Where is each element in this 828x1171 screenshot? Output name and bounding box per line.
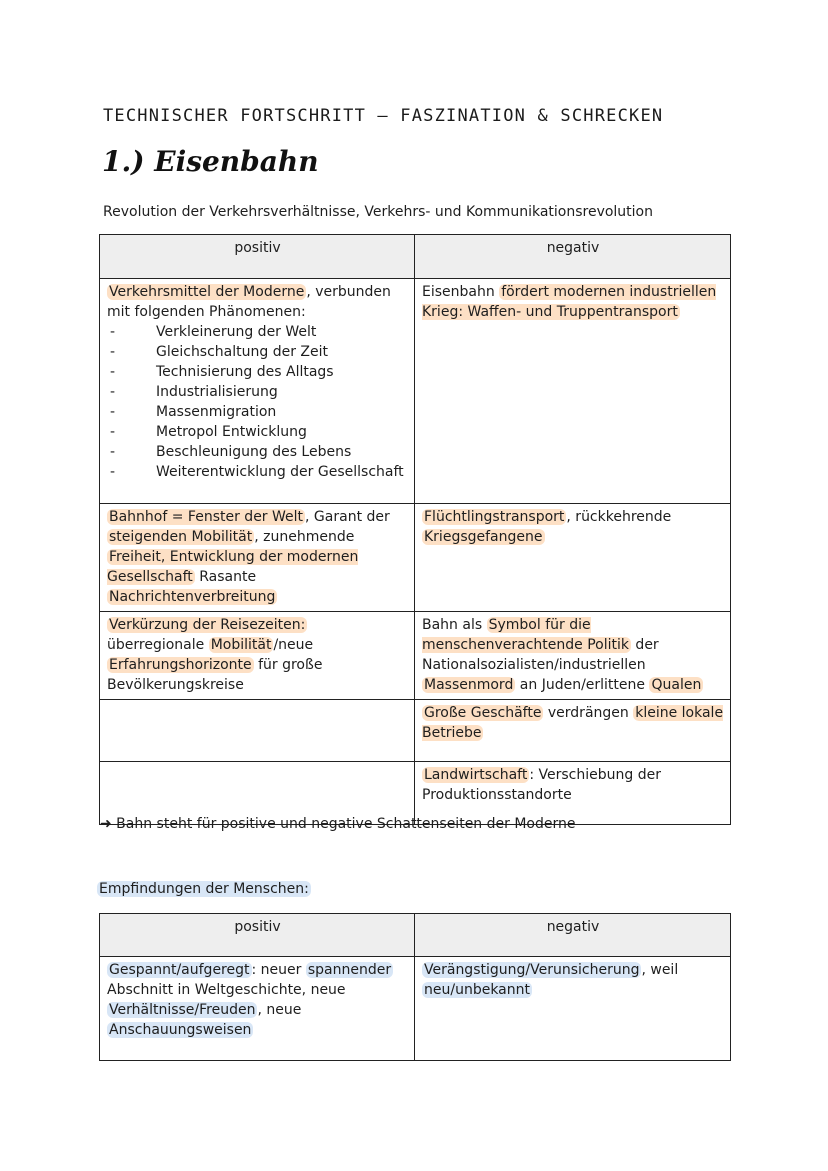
list-item: - Technisierung des Alltags — [107, 362, 408, 382]
intro-text: Revolution der Verkehrsverhältnisse, Verkehrs- und Kommunikationsrevolution — [103, 204, 653, 220]
highlight: Bahnhof = Fenster der Welt — [109, 509, 304, 525]
cell-negative: Bahn als Symbol für die menschenverachtende Politik der Nationalsozialisten/industriellen Massenmord an Juden/erlittene Qualen — [415, 612, 731, 700]
highlight: Qualen — [651, 677, 702, 693]
column-header-negative: negativ — [415, 914, 731, 957]
conclusion-text: ➜ Bahn steht für positive und negative Schattenseiten der Moderne — [100, 816, 576, 832]
highlight: spannender — [307, 962, 392, 978]
highlight: kleine lokale Betriebe — [422, 705, 724, 741]
highlight: Freiheit, Entwicklung der modernen Gesellschaft — [107, 549, 359, 585]
highlight: Anschauungsweisen — [109, 1022, 252, 1038]
highlight: Verkehrsmittel der Moderne — [109, 284, 305, 300]
column-header-positive: positiv — [100, 235, 415, 279]
cell-negative: Landwirtschaft : Verschiebung der Produktionsstandorte — [415, 762, 731, 825]
table-row — [100, 957, 731, 1061]
cell-positive-empty — [100, 700, 415, 762]
list-item: - Verkleinerung der Welt — [107, 322, 408, 342]
list-item: - Industrialisierung — [107, 382, 408, 402]
list-item: - Gleichschaltung der Zeit — [107, 342, 408, 362]
cell-positive: Gespannt/aufgeregt : neuer spannender Abschnitt in Weltgeschichte, neue Verhältnisse/Freuden , neue Anschauungsweisen — [100, 957, 415, 1061]
cell-negative: Eisenbahn fördert modernen industriellen Krieg: Waffen- und Truppentransport — [415, 279, 731, 504]
highlight: Verkürzung der Reisezeiten: — [109, 617, 306, 633]
highlight: Empfindungen der Menschen: — [99, 881, 309, 897]
table-row — [100, 279, 731, 504]
table-row — [100, 504, 731, 612]
highlight: Verhältnisse/Freuden — [109, 1002, 256, 1018]
cell-negative: Verängstigung/Verunsicherung , weil neu/unbekannt — [415, 957, 731, 1061]
highlight: steigenden Mobilität — [109, 529, 253, 545]
list-item: - Metropol Entwicklung — [107, 422, 408, 442]
list-item: - Weiterentwicklung der Gesellschaft — [107, 462, 408, 482]
railway-pros-cons-table — [99, 234, 731, 825]
highlight: Symbol für die menschenverachtende Politik — [422, 617, 629, 653]
table-row — [100, 700, 731, 762]
highlight: Landwirtschaft — [424, 767, 528, 783]
highlight: Erfahrungshorizonte — [109, 657, 252, 673]
section-heading: 1.) Eisenbahn — [102, 145, 319, 178]
cell-positive: Verkürzung der Reisezeiten: überregionale Mobilität /neue Erfahrungshorizonte für große Bevölkerungskreise — [100, 612, 415, 700]
feelings-table — [99, 913, 731, 1061]
highlight: Gespannt/aufgeregt — [109, 962, 250, 978]
column-header-negative: negativ — [415, 235, 731, 279]
cell-negative: Große Geschäfte verdrängen kleine lokale Betriebe — [415, 700, 731, 762]
column-header-positive: positiv — [100, 914, 415, 957]
highlight: neu/unbekannt — [424, 982, 530, 998]
list-item: - Beschleunigung des Lebens — [107, 442, 408, 462]
highlight: Verängstigung/Verunsicherung — [424, 962, 640, 978]
highlight: Nachrichtenverbreitung — [109, 589, 276, 605]
cell-positive: Verkehrsmittel der Moderne , verbunden mit folgenden Phänomenen: - Verkleinerung der Welt - Gleichschaltung der Zeit - Technisierung des Alltags - Industrialisierung - Massenmigration - Metropol Entwicklung - Beschleunigung des Lebens - Weiterentwicklung der Gesellschaft — [100, 279, 415, 504]
page-title: TECHNISCHER FORTSCHRITT — FASZINATION & SCHRECKEN — [103, 106, 664, 126]
list-item: - Massenmigration — [107, 402, 408, 422]
cell-negative: Flüchtlingstransport , rückkehrende Kriegsgefangene — [415, 504, 731, 612]
highlight: Massenmord — [424, 677, 514, 693]
subheading — [97, 881, 311, 897]
highlight: fördert modernen industriellen Krieg: Waffen- und Truppentransport — [422, 284, 717, 320]
highlight: Flüchtlingstransport — [424, 509, 565, 525]
highlight: Mobilität — [210, 637, 272, 653]
table-row — [100, 612, 731, 700]
cell-positive: Bahnhof = Fenster der Welt , Garant der steigenden Mobilität , zunehmende Freiheit, Entwicklung der modernen Gesellschaft Rasante Nachrichtenverbreitung — [100, 504, 415, 612]
highlight: Große Geschäfte — [424, 705, 542, 721]
phenomena-list — [107, 322, 408, 482]
highlight: Kriegsgefangene — [424, 529, 543, 545]
